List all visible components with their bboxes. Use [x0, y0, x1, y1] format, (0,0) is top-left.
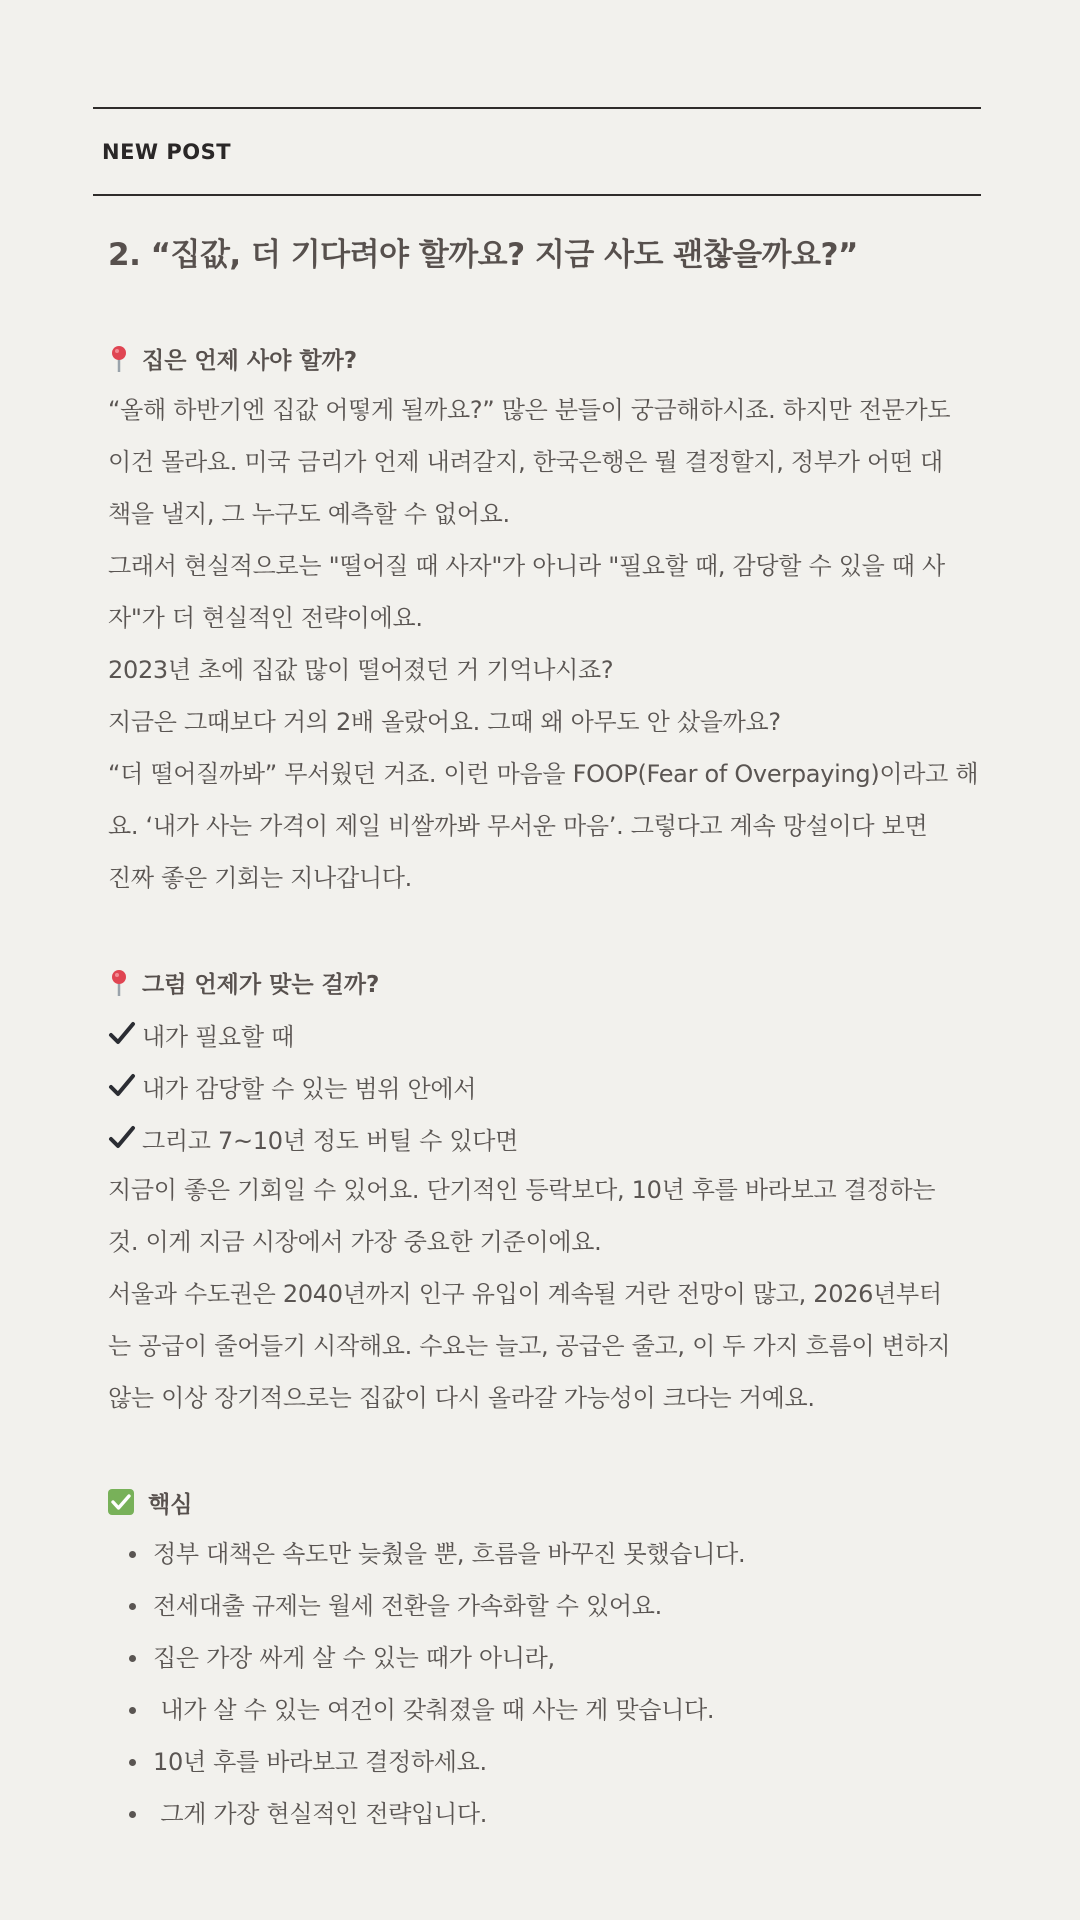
paragraph-line: “더 떨어질까봐” 무서웠던 거죠. 이런 마음을 FOOP(Fear of Overpaying)이라고 해 — [108, 760, 979, 788]
paragraph-line: 는 공급이 줄어들기 시작해요. 수요는 늘고, 공급은 줄고, 이 두 가지 흐름이 변하지 — [108, 1332, 951, 1360]
list-item-text: 정부 대책은 속도만 늦췄을 뿐, 흐름을 바꾸진 못했습니다. — [153, 1540, 746, 1568]
paragraph-line: 2023년 초에 집값 많이 떨어졌던 거 기억나시죠? — [108, 656, 614, 684]
paragraph-line: 요. ‘내가 사는 가격이 제일 비쌀까봐 무서운 마음’. 그렇다고 계속 망설이다 보면 — [108, 812, 928, 840]
header-bottom-rule — [93, 194, 981, 196]
list-item-text: 10년 후를 바라보고 결정하세요. — [153, 1748, 487, 1776]
post-title: 2. “집값, 더 기다려야 할까요? 지금 사도 괜찮을까요?” — [108, 237, 858, 273]
paragraph-line: 지금은 그때보다 거의 2배 올랐어요. 그때 왜 아무도 안 샀을까요? — [108, 708, 781, 736]
pin-icon — [108, 968, 130, 998]
paragraph-line: 서울과 수도권은 2040년까지 인구 유입이 계속될 거란 전망이 많고, 2026년부터 — [108, 1280, 942, 1308]
paragraph-line: 그래서 현실적으로는 "떨어질 때 사자"가 아니라 "필요할 때, 감당할 수 있을 때 사 — [108, 552, 945, 580]
paragraph-line: 지금이 좋은 기회일 수 있어요. 단기적인 등락보다, 10년 후를 바라보고 결정하는 — [108, 1176, 936, 1204]
list-item-text: 전세대출 규제는 월세 전환을 가속화할 수 있어요. — [153, 1592, 662, 1620]
paragraph-line: 이건 몰라요. 미국 금리가 언제 내려갈지, 한국은행은 뭘 결정할지, 정부가 어떤 대 — [108, 448, 943, 476]
list-item — [108, 1736, 1008, 1788]
paragraph-line: 진짜 좋은 기회는 지나갑니다. — [108, 864, 412, 892]
section-heading-key-points — [108, 1476, 1008, 1528]
checklist-item-text: 내가 감당할 수 있는 범위 안에서 — [142, 1074, 477, 1103]
key-points-list — [108, 1528, 1008, 1840]
bullet-dot — [129, 1603, 136, 1610]
section-heading-text: 집은 언제 사야 할까? — [142, 347, 358, 374]
check-box-icon — [108, 1489, 134, 1515]
list-item — [108, 1580, 1008, 1632]
bullet-dot — [129, 1551, 136, 1558]
pin-icon — [108, 344, 130, 374]
list-item-text: 그게 가장 현실적인 전략입니다. — [153, 1800, 488, 1828]
header-label: NEW POST — [102, 140, 232, 164]
section-heading-text: 핵심 — [148, 1491, 193, 1518]
list-item — [108, 1632, 1008, 1684]
post-content — [108, 230, 1008, 1840]
paragraph-line: 책을 낼지, 그 누구도 예측할 수 없어요. — [108, 500, 510, 528]
paragraph-line: “올해 하반기엔 집값 어떻게 될까요?” 많은 분들이 궁금해하시죠. 하지만 전문가도 — [108, 396, 951, 424]
bullet-dot — [129, 1811, 136, 1818]
list-item-text: 내가 살 수 있는 여건이 갖춰졌을 때 사는 게 맞습니다. — [153, 1696, 715, 1724]
checklist-item — [108, 1112, 1008, 1164]
checklist-item-text: 그리고 7~10년 정도 버틸 수 있다면 — [142, 1126, 518, 1155]
bullet-dot — [129, 1655, 136, 1662]
list-item — [108, 1528, 1008, 1580]
section2-checklist — [108, 1008, 1008, 1164]
section-heading-when-right — [108, 956, 1008, 1008]
list-item — [108, 1684, 1008, 1736]
list-item-text: 집은 가장 싸게 살 수 있는 때가 아니라, — [153, 1644, 555, 1672]
section1-body — [108, 384, 1008, 904]
check-mark-icon — [108, 1124, 136, 1152]
section2-body — [108, 1164, 1008, 1424]
paragraph-line: 것. 이게 지금 시장에서 가장 중요한 기준이에요. — [108, 1228, 602, 1256]
paragraph-line: 않는 이상 장기적으로는 집값이 다시 올라갈 가능성이 크다는 거예요. — [108, 1384, 815, 1412]
header-top-rule — [93, 107, 981, 109]
bullet-dot — [129, 1759, 136, 1766]
checklist-item-text: 내가 필요할 때 — [142, 1022, 294, 1051]
check-mark-icon — [108, 1020, 136, 1048]
checklist-item — [108, 1060, 1008, 1112]
checklist-item — [108, 1008, 1008, 1060]
list-item — [108, 1788, 1008, 1840]
section-heading-text: 그럼 언제가 맞는 걸까? — [142, 971, 380, 998]
section-heading-when-to-buy — [108, 332, 1008, 384]
bullet-dot — [129, 1707, 136, 1714]
paragraph-line: 자"가 더 현실적인 전략이에요. — [108, 604, 423, 632]
check-mark-icon — [108, 1072, 136, 1100]
